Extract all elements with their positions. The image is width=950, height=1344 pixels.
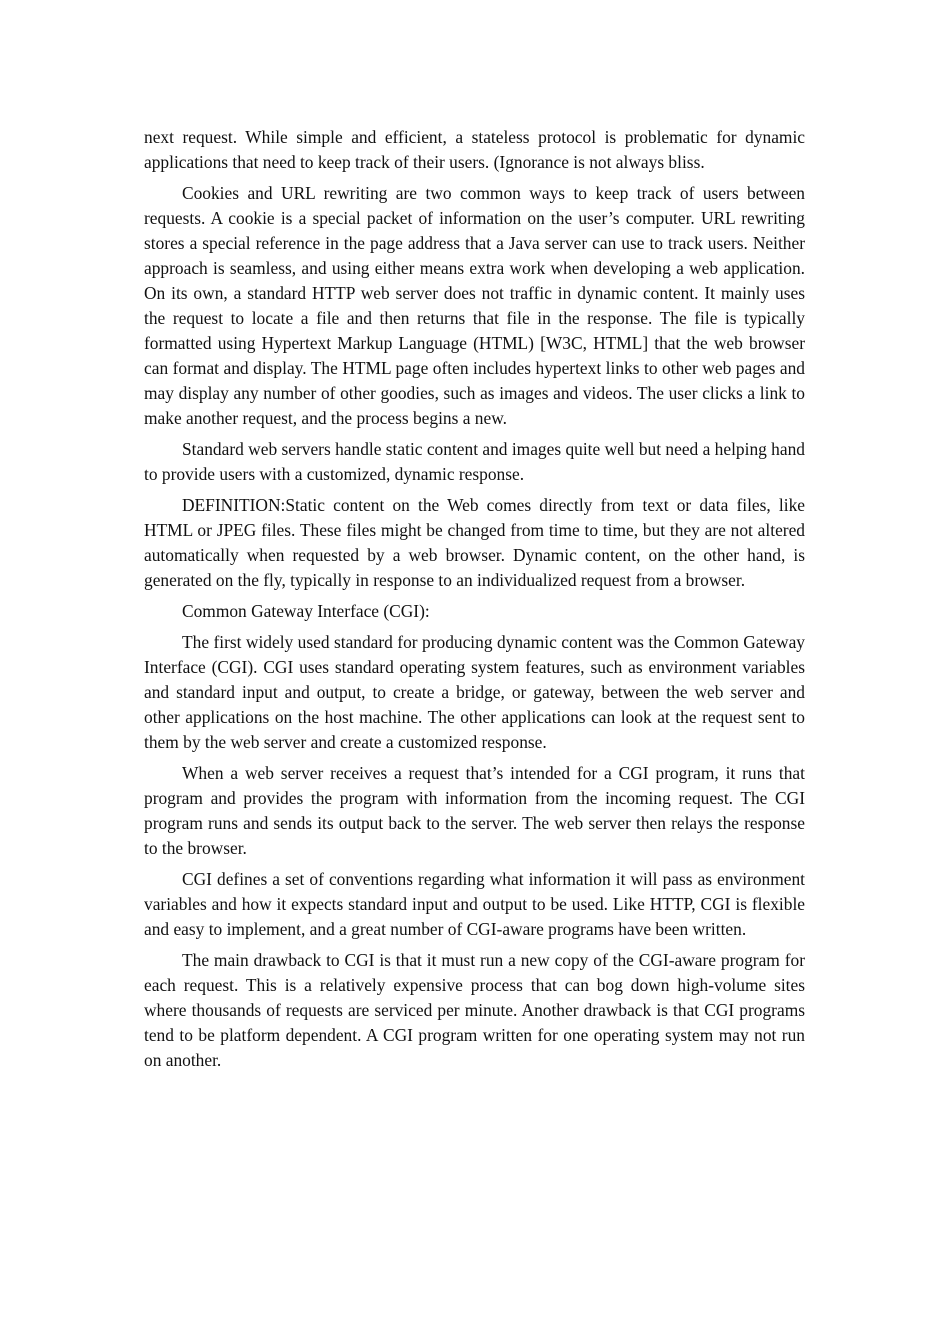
section-heading-cgi: Common Gateway Interface (CGI): bbox=[182, 601, 430, 621]
paragraph-cookies-url-rewriting: Cookies and URL rewriting are two common ways to keep track of users between requests. A cookie is a special packet of information on the user’s computer. URL rewriting stores a special reference in the page address that a Java server can use to track users. Neither approach is seamless, and using either means extra work when developing a web application. On its own, a standard HTTP web server does not traffic in dynamic content. It mainly uses the request to locate a file and then returns that file in the response. The file is typically formatted using Hypertext Markup Language (HTML) [W3C, HTML] that the web browser can format and display. The HTML page often includes hypertext links to other web pages and may display any number of other goodies, such as images and videos. The user clicks a link to make another request, and the process begins a new. bbox=[144, 183, 805, 428]
paragraph-cgi-intro: The first widely used standard for producing dynamic content was the Common Gateway Interface (CGI). CGI uses standard operating system features, such as environment variables and standard input and output, to create a bridge, or gateway, between the web server and other applications on the host machine. The other applications can look at the request sent to them by the web server and create a customized response. bbox=[144, 632, 805, 752]
document-page bbox=[144, 125, 805, 1079]
paragraph-definition: DEFINITION:Static content on the Web comes directly from text or data files, like HTML or JPEG files. These files might be changed from time to time, but they are not altered automatically when requested by a web browser. Dynamic content, on the other hand, is generated on the fly, typically in response to an individualized request from a browser. bbox=[144, 495, 805, 590]
paragraph-standard-web-servers: Standard web servers handle static content and images quite well but need a helping hand to provide users with a customized, dynamic response. bbox=[144, 439, 805, 484]
paragraph-cgi-request-flow: When a web server receives a request that’s intended for a CGI program, it runs that program and provides the program with information from the incoming request. The CGI program runs and sends its output back to the server. The web server then relays the response to the browser. bbox=[144, 763, 805, 858]
paragraph-cgi-drawbacks: The main drawback to CGI is that it must run a new copy of the CGI-aware program for each request. This is a relatively expensive process that can bog down high-volume sites where thousands of requests are serviced per minute. Another drawback is that CGI programs tend to be platform dependent. A CGI program written for one operating system may not run on another. bbox=[144, 950, 805, 1070]
paragraph-continuation: next request. While simple and efficient, a stateless protocol is problematic for dynamic applications that need to keep track of their users. (Ignorance is not always bliss. bbox=[144, 127, 805, 172]
paragraph-cgi-conventions: CGI defines a set of conventions regarding what information it will pass as environment variables and how it expects standard input and output to be used. Like HTTP, CGI is flexible and easy to implement, and a great number of CGI-aware programs have been written. bbox=[144, 869, 805, 939]
